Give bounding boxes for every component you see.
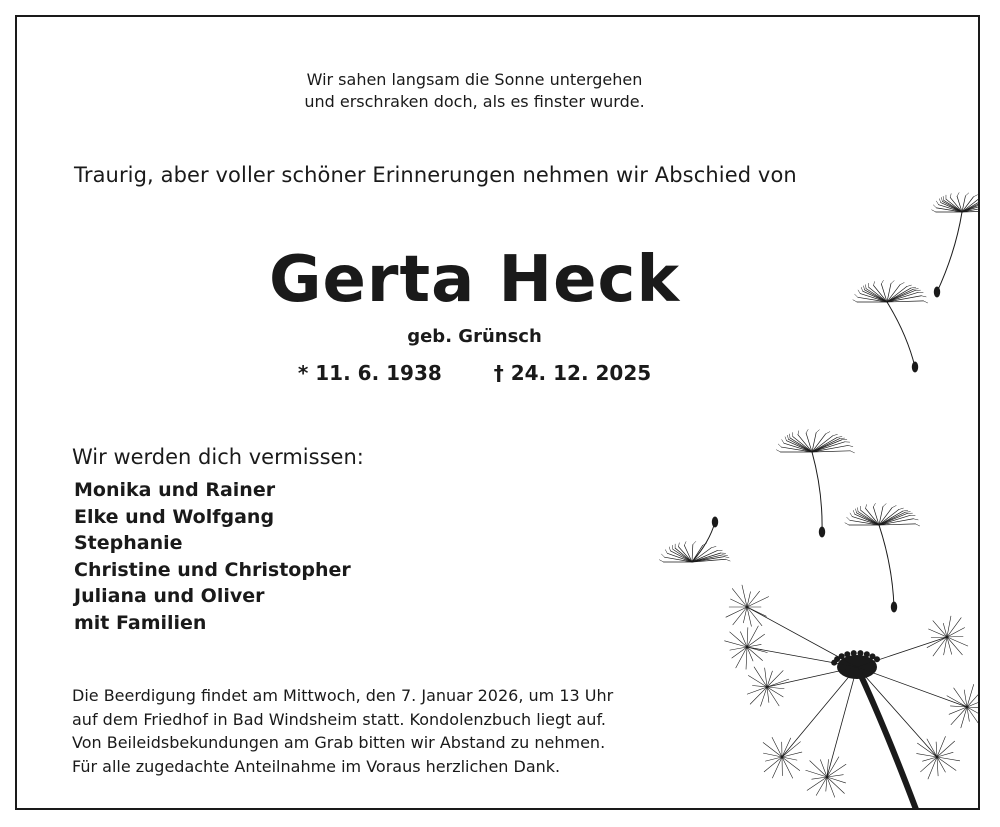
poem xyxy=(17,69,932,113)
mourner-name: Elke und Wolfgang xyxy=(74,505,275,528)
notice-line-1: Die Beerdigung findet am Mittwoch, den 7. Januar 2026, um 13 Uhr xyxy=(72,686,614,705)
notice-line-3: Von Beileidsbekundungen am Grab bitten wir Abstand zu nehmen. xyxy=(72,733,606,752)
mourner-name: Christine und Christopher xyxy=(74,558,351,581)
birth-date: 11. 6. 1938 xyxy=(315,361,442,385)
mourner-name: Stephanie xyxy=(74,532,183,554)
death-date: 24. 12. 2025 xyxy=(510,361,652,385)
death-symbol: † xyxy=(493,361,504,385)
notice-line-4: Für alle zugedachte Anteilnahme im Voraus herzlichen Dank. xyxy=(72,756,561,776)
mourner-name: Monika und Rainer xyxy=(74,479,276,501)
obituary-frame xyxy=(15,15,980,810)
poem-line-2: und erschraken doch, als es finster wurde. xyxy=(304,92,645,111)
notice-line-2: auf dem Friedhof in Bad Windsheim statt. Kondolenzbuch liegt auf. xyxy=(72,709,606,729)
birth-symbol: * xyxy=(297,361,309,385)
mourner-name: Juliana und Oliver xyxy=(74,585,265,607)
funeral-notice xyxy=(72,684,613,778)
mourners-list xyxy=(74,477,351,636)
poem-line-1: Wir sahen langsam die Sonne untergehen xyxy=(306,70,643,89)
dandelion-seeds-icon xyxy=(617,167,980,810)
mourner-name: mit Familien xyxy=(74,611,207,634)
mourners-heading: Wir werden dich vermissen: xyxy=(72,445,364,469)
farewell-intro: Traurig, aber voller schöner Erinnerungen nehmen wir Abschied von xyxy=(74,163,797,187)
birth-name: geb. Grünsch xyxy=(407,326,542,347)
deceased-name: Gerta Heck xyxy=(268,243,681,317)
